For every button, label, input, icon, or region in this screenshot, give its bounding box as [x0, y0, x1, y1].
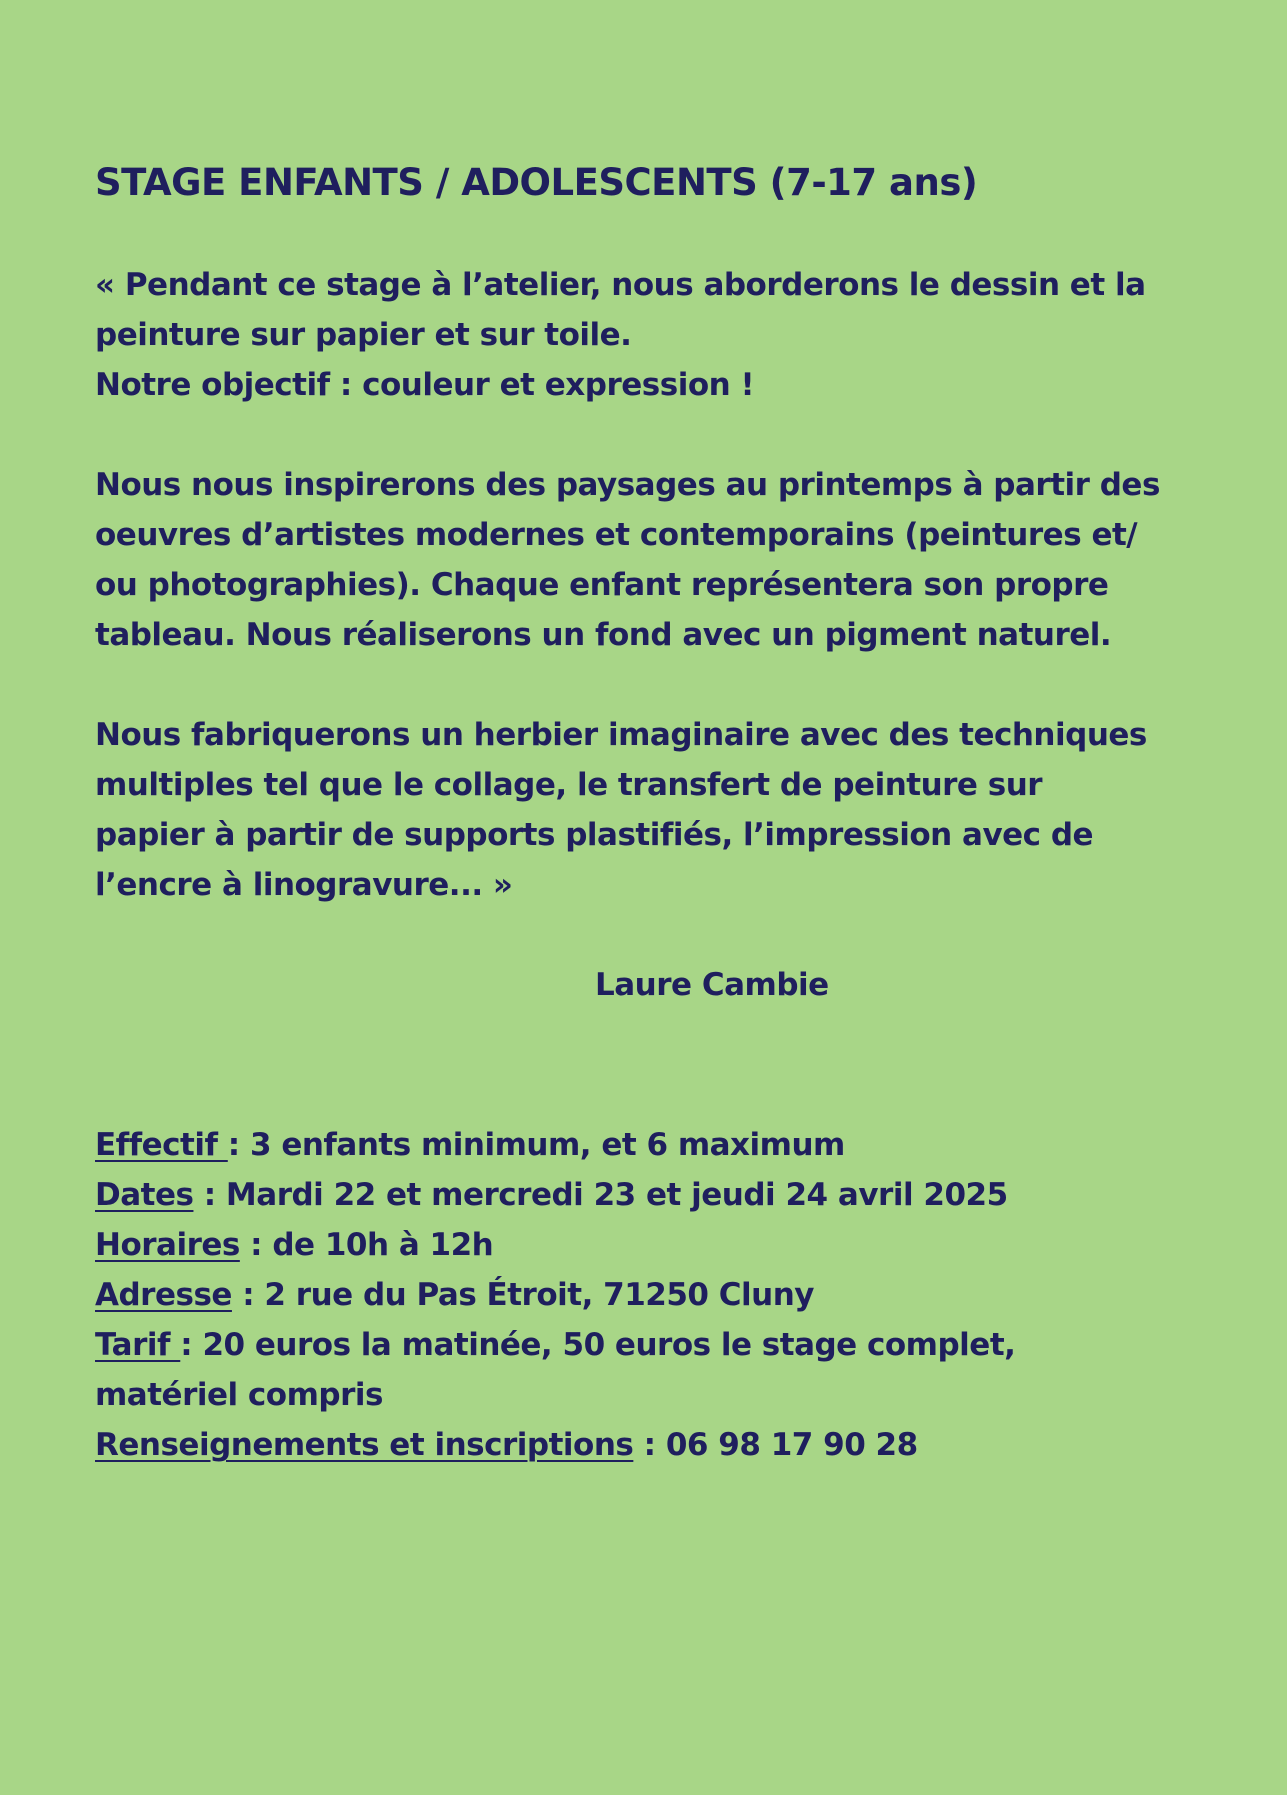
intro-line: « Pendant ce stage à l’atelier, nous aborderons le dessin et la — [95, 267, 1146, 304]
intro-line: peinture sur papier et sur toile. — [95, 317, 632, 354]
info-adresse — [95, 1270, 1205, 1320]
author-signature: Laure Cambie — [595, 967, 829, 1004]
info-dates — [95, 1170, 1205, 1220]
info-tarif-continued: matériel compris — [95, 1377, 383, 1414]
inspiration-line: ou photographies). Chaque enfant représentera son propre — [95, 567, 1109, 604]
inspiration-line: Nous nous inspirerons des paysages au printemps à partir des — [95, 467, 1160, 504]
info-horaires-value: : de 10h à 12h — [239, 1227, 494, 1264]
inspiration-line: tableau. Nous réaliserons un fond avec un pigment naturel. — [95, 617, 1112, 654]
herbier-line: Nous fabriquerons un herbier imaginaire avec des techniques — [95, 717, 1147, 754]
info-effectif-label: Effectif — [95, 1127, 228, 1164]
info-dates-value: : Mardi 22 et mercredi 23 et jeudi 24 avril 2025 — [193, 1177, 1008, 1214]
intro-line: Notre objectif : couleur et expression ! — [95, 367, 755, 404]
herbier-line: papier à partir de supports plastifiés, l’impression avec de — [95, 817, 1094, 854]
info-horaires — [95, 1220, 1205, 1270]
page-title: STAGE ENFANTS / ADOLESCENTS (7-17 ans) — [95, 161, 978, 204]
info-renseignements-label: Renseignements et inscriptions — [95, 1427, 634, 1464]
intro-paragraph — [95, 260, 1205, 410]
info-effectif — [95, 1120, 1205, 1170]
info-effectif-value: : 3 enfants minimum, et 6 maximum — [227, 1127, 845, 1164]
info-tarif-label: Tarif — [95, 1327, 181, 1364]
info-renseignements — [95, 1420, 1205, 1470]
herbier-paragraph — [95, 710, 1205, 910]
inspiration-paragraph — [95, 460, 1205, 660]
inspiration-line: oeuvres d’artistes modernes et contemporains (peintures et/ — [95, 517, 1138, 554]
info-dates-label: Dates — [95, 1177, 194, 1214]
herbier-line: l’encre à linogravure... » — [95, 867, 513, 904]
info-block — [95, 1120, 1205, 1470]
info-renseignements-value: : 06 98 17 90 28 — [633, 1427, 918, 1464]
info-tarif-value: : 20 euros la matinée, 50 euros le stage complet, — [180, 1327, 1016, 1364]
info-adresse-label: Adresse — [95, 1277, 232, 1314]
document-page — [95, 160, 1205, 1470]
info-horaires-label: Horaires — [95, 1227, 240, 1264]
herbier-line: multiples tel que le collage, le transfert de peinture sur — [95, 767, 1043, 804]
info-tarif — [95, 1320, 1205, 1370]
info-adresse-value: : 2 rue du Pas Étroit, 71250 Cluny — [231, 1277, 815, 1314]
